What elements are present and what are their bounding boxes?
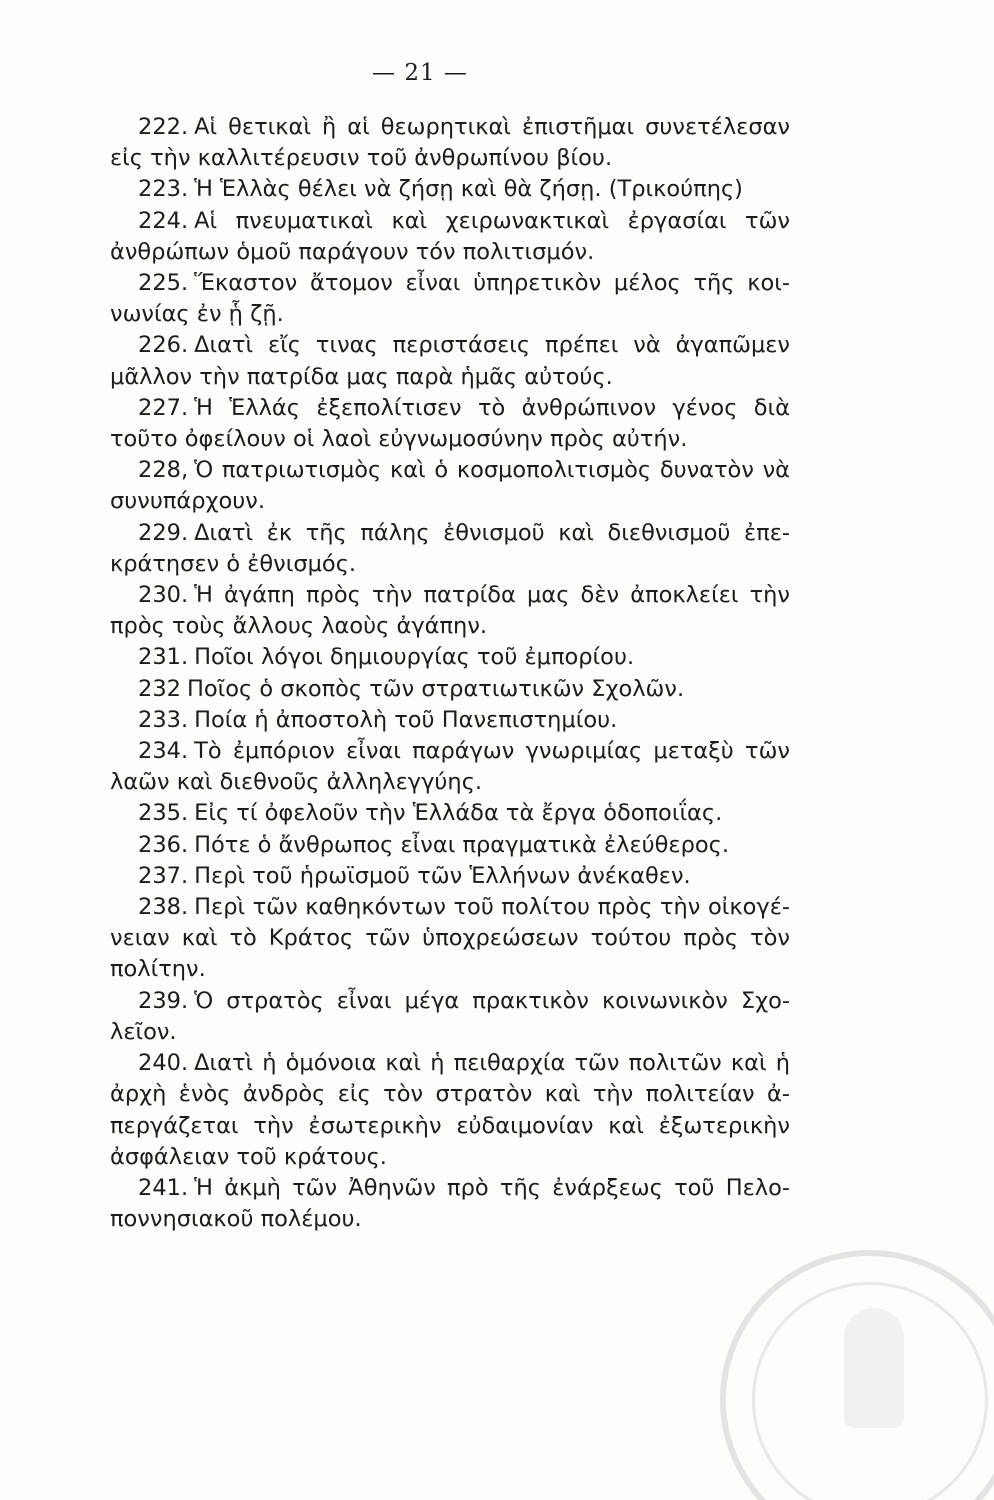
entry-text: Διατὶ εἴς τινας περιστάσεις πρέπει νὰ ἀγαπῶμεν μᾶλλον τὴν πατρίδα μας παρὰ ἡμᾶς αὐτούς. — [110, 332, 790, 390]
entry-text: Πότε ὁ ἄνθρωπος εἶναι πραγματικὰ ἐλεύθερος. — [194, 831, 729, 858]
entry-text: Ποῖοι λόγοι δημιουργίας τοῦ ἐμπορίου. — [194, 644, 635, 671]
entry-text: Αἱ πνευματικαὶ καὶ χειρωνακτικαὶ ἐργασίαι τῶν ἀνθρώπων ὁμοῦ παράγουν τόν πολιτισμόν. — [110, 207, 790, 265]
entry-number: 225. — [138, 270, 189, 297]
list-item — [110, 580, 790, 642]
list-item — [110, 268, 790, 330]
list-item — [110, 112, 790, 174]
entry-number: 238. — [138, 894, 189, 921]
entry-text: Εἰς τί ὀφελοῦν τὴν Ἑλλάδα τὰ ἔργα ὁδοποιΐας. — [194, 800, 723, 827]
entry-number: 239. — [138, 987, 189, 1014]
list-item — [110, 861, 790, 892]
list-item — [110, 174, 790, 205]
list-item — [110, 1048, 790, 1173]
entry-text: Ὁ πατριωτισμὸς καὶ ὁ κοσμοπολιτισμὸς δυνατὸν νὰ συνυπάρχουν. — [110, 457, 790, 515]
entry-text: Ποία ἡ ἀποστολὴ τοῦ Πανεπιστημίου. — [194, 706, 618, 733]
entry-number: 234. — [138, 738, 189, 765]
list-item — [110, 736, 790, 798]
list-item — [110, 798, 790, 829]
entry-text: Τὸ ἐμπόριον εἶναι παράγων γνωριμίας μεταξὺ τῶν λαῶν καὶ διεθνοῦς ἀλληλεγγύης. — [110, 738, 790, 796]
entry-text: Ὁ στρατὸς εἶναι μέγα πρακτικὸν κοινωνικὸν Σχολεῖον. — [110, 987, 790, 1045]
entry-number: 233. — [138, 706, 189, 733]
entry-number: 232 — [138, 675, 181, 702]
page-number: — 21 — — [372, 60, 468, 86]
entry-number: 235. — [138, 800, 189, 827]
entry-number: 226. — [138, 332, 189, 359]
list-item — [110, 892, 790, 986]
list-item — [110, 518, 790, 580]
list-item — [110, 206, 790, 268]
entry-text: Περὶ τοῦ ἡρωϊσμοῦ τῶν Ἑλλήνων ἀνέκαθεν. — [194, 862, 691, 889]
entry-number: 224. — [138, 207, 189, 234]
entry-text: Ἡ ἀγάπη πρὸς τὴν πατρίδα μας δὲν ἀποκλείει τὴν πρὸς τοὺς ἄλλους λαοὺς ἀγάπην. — [110, 582, 790, 640]
entry-number: 231. — [138, 644, 189, 671]
list-item — [110, 674, 790, 705]
entry-text: Αἱ θετικαὶ ἢ αἱ θεωρητικαὶ ἐπιστῆμαι συνετέλεσαν εἰς τὴν καλλιτέρευσιν τοῦ ἀνθρωπίνου βίου. — [110, 114, 790, 172]
list-item — [110, 830, 790, 861]
list-item — [110, 705, 790, 736]
entry-text: Ἡ Ἑλλὰς θέλει νὰ ζήσῃ καὶ θὰ ζήσῃ. (Τρικούπης) — [194, 176, 743, 203]
entry-number: 227. — [138, 394, 189, 421]
entry-number: 223. — [138, 176, 189, 203]
list-item — [110, 986, 790, 1048]
entry-text: Ποῖος ὁ σκοπὸς τῶν στρατιωτικῶν Σχολῶν. — [186, 675, 685, 702]
entry-number: 237. — [138, 862, 189, 889]
entry-number: 236. — [138, 831, 189, 858]
entry-number: 241. — [138, 1174, 189, 1201]
entry-text: Περὶ τῶν καθηκόντων τοῦ πολίτου πρὸς τὴν οἰκογένειαν καὶ τὸ Κράτος τῶν ὑποχρεώσεων τούτου πρὸς τὸν πολίτην. — [110, 894, 790, 983]
list-item — [110, 642, 790, 673]
entry-text: Ἡ Ἑλλάς ἐξεπολίτισεν τὸ ἀνθρώπινον γένος διὰ τοῦτο ὀφείλουν οἱ λαοὶ εὐγνωμοσύνην πρὸς αὐτήν. — [110, 394, 790, 453]
entry-text: Ἡ ἀκμὴ τῶν Ἀθηνῶν πρὸ τῆς ἐνάρξεως τοῦ Πελοποννησιακοῦ πολέμου. — [110, 1174, 790, 1233]
stamp-figure-icon — [844, 1308, 904, 1428]
entry-text: Διατὶ ἐκ τῆς πάλης ἐθνισμοῦ καὶ διεθνισμοῦ ἐπεκράτησεν ὁ ἐθνισμός. — [110, 519, 790, 577]
entry-text: Διατὶ ἡ ὁμόνοια καὶ ἡ πειθαρχία τῶν πολιτῶν καὶ ἡ ἀρχὴ ἑνὸς ἀνδρὸς εἰς τὸν στρατὸν καὶ τὴν πολιτείαν ἀπεργάζεται τὴν ἐσωτερικὴν εὐδαιμονίαν καὶ ἐξωτερικὴν ἀσφάλειαν τοῦ κράτους. — [110, 1050, 790, 1170]
entry-number: 240. — [138, 1050, 189, 1077]
entry-number: 222. — [138, 114, 189, 140]
list-item — [110, 330, 790, 392]
entry-number: 228, — [138, 457, 189, 484]
entry-text: Ἕκαστον ἄτομον εἶναι ὑπηρετικὸν μέλος τῆς κοινωνίας ἐν ᾗ ζῇ. — [110, 270, 790, 328]
list-item — [110, 1173, 790, 1235]
list-item — [110, 393, 790, 455]
list-item — [110, 455, 790, 517]
entry-number: 229. — [138, 519, 189, 546]
entry-number: 230. — [138, 582, 189, 609]
library-stamp — [720, 1250, 994, 1500]
entry-list — [110, 112, 790, 1235]
